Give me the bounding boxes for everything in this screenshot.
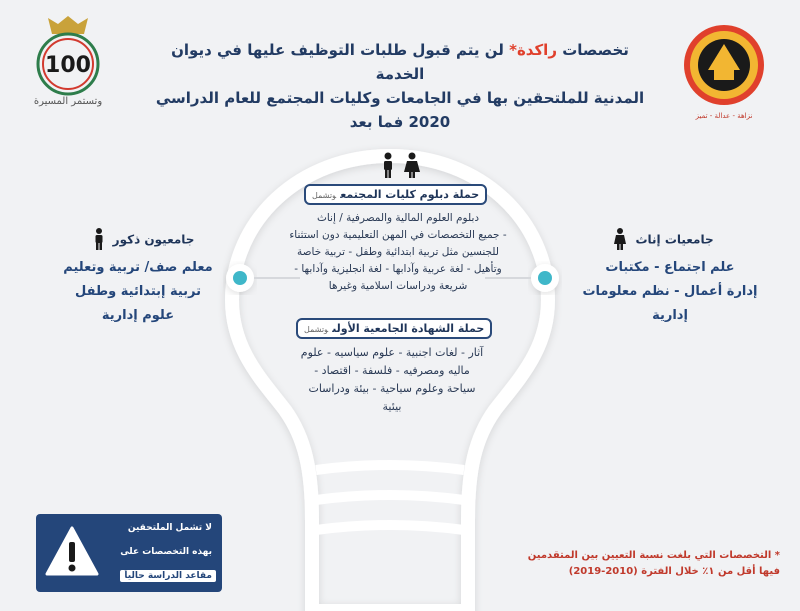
bachelor-line: سياحة وعلوم سياحية - بيئة ودراسات	[308, 382, 476, 395]
diploma-tag: وتشمل	[312, 191, 337, 200]
warning-line-3: مقاعد الدراسة حالياً	[120, 570, 216, 582]
diploma-header-text: حملة دبلوم كليات المجتمع	[340, 188, 480, 201]
warning-icon	[44, 524, 100, 580]
diploma-list	[278, 210, 518, 295]
title-highlight: راكدة*	[509, 41, 557, 59]
diploma-line: للجنسين مثل تربية ابتدائية وطفل - تربية خاصة	[296, 246, 499, 258]
civil-service-caption: نزاهة - عدالة - تميز	[695, 112, 753, 120]
footnote-line-2: فيها أقل من ١٪ خلال الفترة (2010-2019)	[568, 566, 780, 577]
title-line2: المدنية للملتحقين بها في الجامعات وكليات المجتمع للعام الدراسي	[155, 89, 645, 107]
males-header-text: جامعيون ذكور	[112, 232, 195, 247]
bachelor-line: ماليه ومصرفيه - فلسفة - اقتصاد -	[314, 364, 470, 377]
female-icon	[614, 228, 626, 250]
females-line: علم اجتماع - مكتبات	[605, 260, 735, 275]
males-line: علوم إدارية	[101, 308, 175, 323]
males-list	[48, 256, 228, 328]
footnote	[520, 548, 780, 580]
males-header	[84, 228, 204, 250]
bachelor-tag: وتشمل	[304, 325, 329, 334]
warning-line-1: لا تشمل الملتحقين	[127, 523, 212, 533]
civil-service-logo	[674, 20, 774, 120]
diploma-line: وتأهيل - لغة عربية وآدابها - لغة انجليزية وآدابها -	[294, 263, 502, 275]
diploma-line: شريعة ودراسات اسلامية وغيرها	[328, 280, 468, 292]
title-line3: 2020 فما بعد	[349, 113, 451, 131]
bachelor-header-text: حملة الشهادة الجامعية الأولى	[332, 322, 485, 335]
bachelor-list	[292, 344, 492, 416]
centennial-caption: وتستمر المسيرة	[33, 96, 103, 107]
females-header	[604, 228, 724, 250]
females-line: إدارية	[652, 308, 688, 323]
females-line: إدارة أعمال - نظم معلومات	[582, 284, 758, 299]
title-part2: لن يتم قبول طلبات التوظيف عليها في ديوان الخدمة	[171, 41, 510, 83]
diploma-line: - جميع التخصصات في المهن التعليمية دون استثناء	[289, 229, 507, 241]
females-list	[580, 256, 760, 328]
page-title	[150, 38, 650, 134]
centennial-number: 100	[45, 53, 91, 78]
warning-line-2: بهذه التخصصات على	[120, 547, 212, 557]
diploma-header	[304, 184, 487, 205]
bachelor-header	[296, 318, 492, 339]
males-line: تربية إبتدائية وطفل	[74, 284, 202, 299]
footnote-line-1: * التخصصات التي بلغت نسبة التعيين بين المتقدمين	[527, 550, 780, 561]
male-icon	[94, 228, 104, 250]
male-female-icon	[378, 152, 422, 178]
warning-box	[36, 514, 222, 592]
bachelor-line: آثار - لغات اجنبية - علوم سياسيه - علوم	[300, 346, 484, 359]
title-part1: تخصصات	[556, 41, 629, 59]
males-line: معلم صف/ تربية وتعليم	[63, 260, 213, 275]
centennial-logo	[18, 12, 118, 112]
diploma-line: دبلوم العلوم المالية والمصرفية / إناث	[316, 212, 480, 224]
bachelor-line: بيئية	[382, 400, 402, 413]
females-header-text: جامعيات إناث	[635, 232, 714, 247]
